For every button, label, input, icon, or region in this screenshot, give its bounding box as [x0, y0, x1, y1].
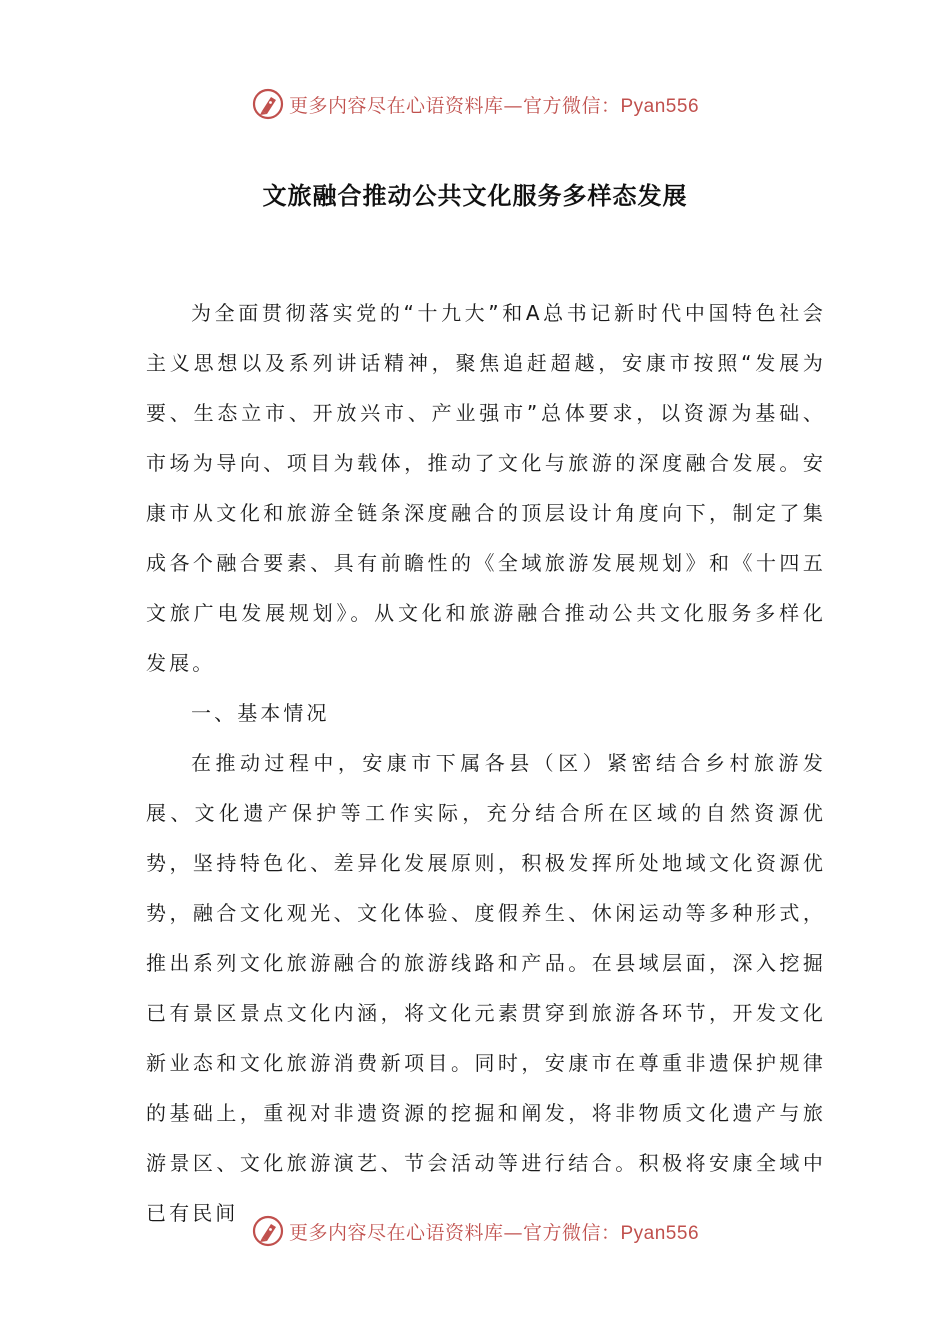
- paragraph-basic-situation: 在推动过程中，安康市下属各县（区）紧密结合乡村旅游发展、文化遗产保护等工作实际，充分结合所在区域的自然资源优势，坚持特色化、差异化发展原则，积极发挥所处地域文化资源优势，融合文化观光、文化体验、度假养生、休闲运动等多种形式，推出系列文化旅游融合的旅游线路和产品。在县域层面，深入挖掘已有景区景点文化内涵，将文化元素贯穿到旅游各环节，开发文化新业态和文化旅游消费新项目。同时，安康市在尊重非遗保护规律的基础上，重视对非遗资源的挖掘和阐发，将非物质文化遗产与旅游景区、文化旅游演艺、节会活动等进行结合。积极将安康全域中已有民间: [146, 751, 826, 1225]
- document-body: [146, 288, 826, 1238]
- section-heading-basic-situation: 一、基本情况: [191, 701, 330, 725]
- header-banner-text: 更多内容尽在心语资料库—官方微信：Pyan556: [288, 94, 700, 117]
- footer-banner-text: 更多内容尽在心语资料库—官方微信：Pyan556: [288, 1221, 700, 1244]
- header-wechat-id: Pyan556: [620, 95, 700, 117]
- header-banner: [0, 84, 950, 124]
- footer-banner: [0, 1211, 950, 1251]
- footer-wechat-id: Pyan556: [620, 1222, 700, 1244]
- pen-nib-icon: [251, 1214, 285, 1248]
- pen-nib-icon: [251, 87, 285, 121]
- paragraph-intro: 为全面贯彻落实党的“十九大”和A总书记新时代中国特色社会主义思想以及系列讲话精神，聚焦追赶超越，安康市按照“发展为要、生态立市、开放兴市、产业强市”总体要求，以资源为基础、市场为导向、项目为载体，推动了文化与旅游的深度融合发展。安康市从文化和旅游全链条深度融合的顶层设计角度向下，制定了集成各个融合要素、具有前瞻性的《全域旅游发展规划》和《十四五文旅广电发展规划》。从文化和旅游融合推动公共文化服务多样化发展。: [146, 301, 826, 675]
- document-title: 文旅融合推动公共文化服务多样态发展: [262, 182, 688, 210]
